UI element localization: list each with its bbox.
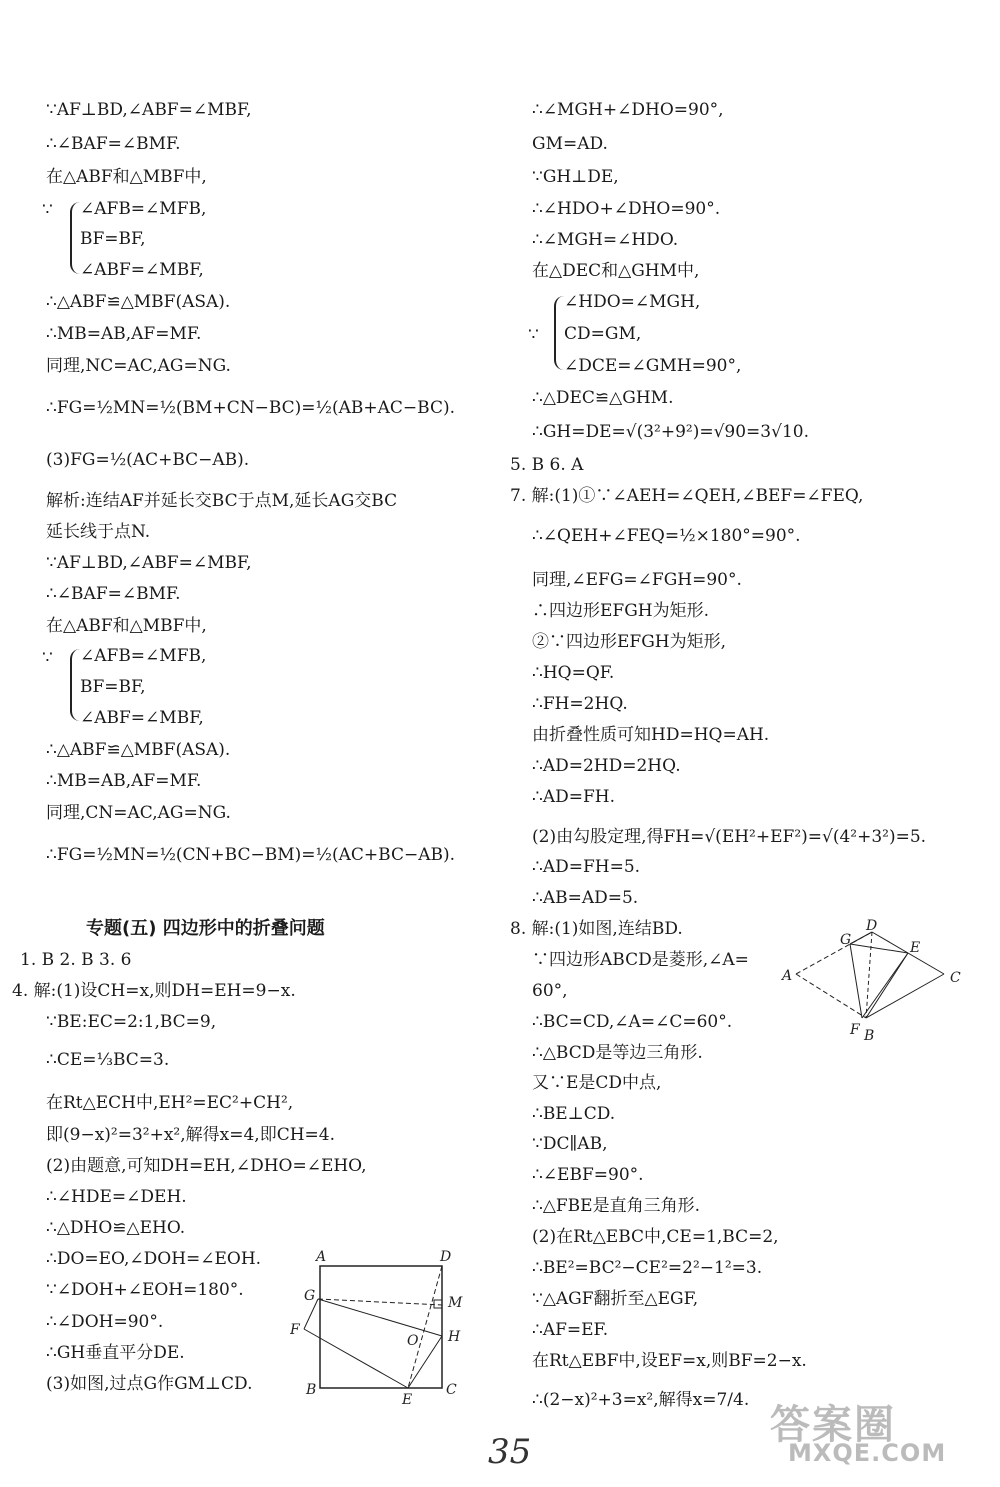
text-line: ∠AFB=∠MFB, — [80, 646, 207, 666]
point-label: H — [448, 1329, 461, 1345]
text-line: ∴GH垂直平分DE. — [46, 1343, 185, 1363]
text-line: ∵AF⊥BD,∠ABF=∠MBF, — [46, 553, 252, 573]
text-line: GM=AD. — [532, 134, 608, 154]
text-line: CD=GM, — [564, 324, 642, 344]
text-line: ∵BE:EC=2:1,BC=9, — [46, 1012, 217, 1032]
text-line: ∴四边形EFGH为矩形. — [532, 601, 710, 621]
text-line: ∴FG=½MN=½(CN+BC−BM)=½(AC+BC−AB). — [46, 845, 456, 865]
text-line: ②∵四边形EFGH为矩形, — [532, 632, 727, 652]
text-line: ∴∠DOH=90°. — [46, 1312, 164, 1332]
text-line: ∴AD=FH. — [532, 787, 615, 807]
point-label: G — [304, 1288, 316, 1304]
text-line: ∴△DHO≌△EHO. — [46, 1218, 186, 1238]
text-line: (3)FG=½(AC+BC−AB). — [46, 450, 250, 470]
point-label: A — [316, 1249, 327, 1265]
point-label: D — [866, 918, 878, 934]
text-line: ∴HQ=QF. — [532, 663, 615, 683]
text-line: 同理,NC=AC,AG=NG. — [46, 356, 231, 376]
point-label: F — [850, 1022, 860, 1038]
text-line: 在Rt△EBF中,设EF=x,则BF=2−x. — [532, 1351, 807, 1371]
point-label: A — [782, 968, 793, 984]
text-line: ∴△ABF≌△MBF(ASA). — [46, 292, 231, 312]
text-line: ∵DC∥AB, — [532, 1134, 608, 1154]
text-line: ∴AB=AD=5. — [532, 888, 639, 908]
text-line: 在△ABF和△MBF中, — [46, 167, 207, 187]
text-line: ∴△FBE是直角三角形. — [532, 1196, 700, 1216]
point-label: C — [446, 1382, 457, 1398]
text-line: ∴∠HDE=∠DEH. — [46, 1187, 187, 1207]
text-line: ∵AF⊥BD,∠ABF=∠MBF, — [46, 100, 252, 120]
text-line: ∴∠MGH+∠DHO=90°, — [532, 100, 724, 120]
text-line: 4. 解:(1)设CH=x,则DH=EH=9−x. — [12, 981, 296, 1001]
text-line: ∴∠QEH+∠FEQ=½×180°=90°. — [532, 526, 801, 546]
text-line: ∵∠DOH+∠EOH=180°. — [46, 1280, 244, 1300]
text-line: ∴BE²=BC²−CE²=2²−1²=3. — [532, 1258, 763, 1278]
text-line: 由折叠性质可知HD=HQ=AH. — [532, 725, 770, 745]
text-line: ∴AF=EF. — [532, 1320, 609, 1340]
watermark-logo-text: 答案圈 — [770, 1402, 896, 1448]
text-line: 在Rt△ECH中,EH²=EC²+CH², — [46, 1093, 294, 1113]
text-line: ∴∠MGH=∠HDO. — [532, 230, 679, 250]
point-label: M — [448, 1295, 463, 1311]
page-number: 35 — [488, 1432, 532, 1472]
point-label: E — [402, 1392, 413, 1408]
text-line: ∴FH=2HQ. — [532, 694, 628, 714]
because-symbol: ∵ — [528, 325, 539, 345]
section-title: 专题(五) 四边形中的折叠问题 — [86, 918, 325, 939]
text-line: ∴AD=2HD=2HQ. — [532, 756, 681, 776]
brace — [554, 296, 564, 370]
text-line: ∴△DEC≌△GHM. — [532, 388, 674, 408]
text-line: ∵四边形ABCD是菱形,∠A= — [532, 950, 749, 970]
fold-rectangle-figure — [290, 1248, 470, 1408]
point-label: B — [306, 1382, 317, 1398]
text-line: ∴MB=AB,AF=MF. — [46, 324, 202, 344]
text-line: (2)由勾股定理,得FH=√(EH²+EF²)=√(4²+3²)=5. — [532, 827, 927, 847]
point-label: B — [864, 1028, 875, 1044]
brace — [70, 649, 80, 721]
text-line: 同理,∠EFG=∠FGH=90°. — [532, 570, 742, 590]
point-label: D — [440, 1249, 452, 1265]
text-line: ∴DO=EO,∠DOH=∠EOH. — [46, 1249, 262, 1269]
text-line: ∴∠HDO+∠DHO=90°. — [532, 199, 721, 219]
point-label: E — [910, 940, 921, 956]
text-line: 同理,CN=AC,AG=NG. — [46, 803, 231, 823]
text-line: ∴BC=CD,∠A=∠C=60°. — [532, 1012, 733, 1032]
text-line: ∴∠BAF=∠BMF. — [46, 584, 181, 604]
text-line: ∴AD=FH=5. — [532, 857, 641, 877]
text-line: (2)由题意,可知DH=EH,∠DHO=∠EHO, — [46, 1156, 367, 1176]
text-line: ∴∠EBF=90°. — [532, 1165, 644, 1185]
text-line: (2)在Rt△EBC中,CE=1,BC=2, — [532, 1227, 779, 1247]
text-line: ∴MB=AB,AF=MF. — [46, 771, 202, 791]
text-line: ∴△ABF≌△MBF(ASA). — [46, 740, 231, 760]
text-line: ∠ABF=∠MBF, — [80, 708, 204, 728]
text-line: 60°, — [532, 981, 568, 1001]
text-line: ∴(2−x)²+3=x²,解得x=7/4. — [532, 1390, 750, 1410]
point-label: C — [950, 970, 961, 986]
text-line: 8. 解:(1)如图,连结BD. — [510, 919, 683, 939]
text-line: 即(9−x)²=3²+x²,解得x=4,即CH=4. — [46, 1125, 335, 1145]
text-line: ∠DCE=∠GMH=90°, — [564, 356, 742, 376]
brace — [70, 202, 80, 274]
text-line: ∴FG=½MN=½(BM+CN−BC)=½(AB+AC−BC). — [46, 398, 456, 418]
text-line: 在△DEC和△GHM中, — [532, 261, 700, 281]
text-line: 7. 解:(1)①∵∠AEH=∠QEH,∠BEF=∠FEQ, — [510, 486, 864, 506]
because-symbol: ∵ — [42, 648, 53, 668]
text-line: ∴GH=DE=√(3²+9²)=√90=3√10. — [532, 422, 809, 442]
text-line: ∵GH⊥DE, — [532, 167, 619, 187]
text-line: (3)如图,过点G作GM⊥CD. — [46, 1374, 253, 1394]
text-line: ∠AFB=∠MFB, — [80, 199, 207, 219]
text-line: 又∵E是CD中点, — [532, 1073, 662, 1093]
text-line: BF=BF, — [80, 229, 146, 249]
answers-line: 1. B 2. B 3. 6 — [20, 950, 132, 970]
text-line: ∵△AGF翻折至△EGF, — [532, 1289, 699, 1309]
text-line: 延长线于点N. — [46, 522, 151, 542]
text-line: ∴BE⊥CD. — [532, 1104, 616, 1124]
answers-line: 5. B 6. A — [510, 455, 584, 475]
text-line: ∴CE=⅓BC=3. — [46, 1050, 170, 1070]
text-line: 解析:连结AF并延长交BC于点M,延长AG交BC — [46, 491, 398, 511]
text-line: 在△ABF和△MBF中, — [46, 616, 207, 636]
point-label: G — [840, 932, 852, 948]
text-line: ∠HDO=∠MGH, — [564, 292, 701, 312]
point-label: F — [290, 1322, 300, 1338]
watermark — [770, 1393, 947, 1467]
text-line: BF=BF, — [80, 677, 146, 697]
point-label: O — [407, 1333, 419, 1349]
because-symbol: ∵ — [42, 200, 53, 220]
text-line: ∴∠BAF=∠BMF. — [46, 134, 181, 154]
text-line: ∠ABF=∠MBF, — [80, 260, 204, 280]
watermark-url: MXQE.COM — [788, 1439, 947, 1467]
fold-rhombus-figure — [778, 916, 968, 1044]
text-line: ∴△BCD是等边三角形. — [532, 1043, 703, 1063]
